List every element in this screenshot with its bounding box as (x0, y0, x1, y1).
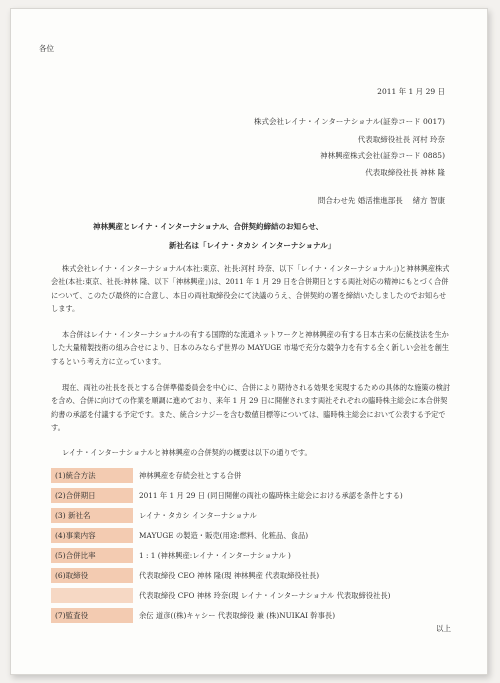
company-1: 株式会社レイナ・インターナショナル(証券コード 0017) (254, 117, 445, 126)
summary-value: 2011 年 1 月 29 日 (同日開催の両社の臨時株主総会における承認を条件とする) (139, 491, 403, 500)
summary-value: レイナ・タカシ インターナショナル (139, 511, 257, 520)
summary-label: (5)合併比率 (51, 548, 133, 563)
date: 2011 年 1 月 29 日 (377, 87, 445, 96)
document-page (10, 8, 488, 675)
summary-label: (1)統合方法 (51, 468, 133, 483)
summary-label: (3) 新社名 (51, 508, 133, 523)
representative-1: 代表取締役社長 河村 玲奈 (357, 135, 445, 144)
representative-2: 代表取締役社長 神林 隆 (365, 168, 445, 177)
summary-value: 代表取締役 CFO 神林 玲奈(現 レイナ・インターナショナル 代表取締役社長) (139, 591, 391, 600)
summary-value: MAYUGE の製造・販売(用途:燃料、化粧品、食品) (139, 531, 309, 540)
title-line-1: 神林興産とレイナ・インターナショナル、合併契約締結のお知らせ、 (93, 222, 324, 231)
summary-label: (7)監査役 (51, 608, 133, 623)
company-2: 神林興産株式会社(証券コード 0885) (320, 151, 445, 160)
paragraph-4: レイナ・インターナショナルと神林興産の合併契約の概要は以下の通りです。 (62, 448, 312, 457)
paragraph-3: 現在、両社の社長を長とする合併準備委員会を中心に、合併により期待される効果を実現するための具体的な施策の検討を含め、合併に向けての作業を順調に進めており、来年 1 月 29 日に開催されます両社それぞれの臨時株主総会に本合併契約書の承認を付議する予定です。また、統合シナジーを含む数値目標等については、臨時株主総会において公表する予定です。 (51, 383, 451, 433)
summary-label: (2)合併期日 (51, 488, 133, 503)
closing: 以上 (436, 624, 451, 633)
summary-value: 1 : 1 (神林興産:レイナ・インターナショナル ) (139, 551, 291, 560)
summary-value: 代表取締役 CEO 神林 隆(現 神林興産 代表取締役社長) (139, 571, 320, 580)
paragraph-2: 本合併はレイナ・インターナショナルの有する国際的な流通ネットワークと神林興産の有する日本古来の伝統技法を生かした大量精製技術の組み合せにより、日本のみならず世界の MAYUGE 市場で充分な競争力を有する全く新しい会社を創生するという考え方に立っています。 (51, 330, 449, 366)
title-line-2: 新社名は「レイナ・タカシ インターナショナル」 (169, 241, 336, 250)
summary-value: 余伝 道彦((株)キャシー 代表取締役 兼 (株)NUIKAI 幹事長) (139, 611, 336, 620)
paragraph-1: 株式会社レイナ・インターナショナル(本社:東京、社長:河村 玲奈、以下「レイナ・インターナショナル」)と神林興産株式会社(本社:東京、社長:神林 隆、以下「神林興産」)は、2011 年 1 月 29 日を合併期日とする両社対応の精神にもとづく合併について、このたび最終的に合意し、本日の両社取締役会にて決議のうえ、合併契約の署を締結いたしましたのでお知らせします。 (51, 264, 450, 314)
summary-value: 神林興産を存続会社とする合併 (139, 471, 242, 480)
contact: 問合わせ先 婚活推進部長 緒方 智康 (317, 196, 445, 205)
summary-label: (6)取締役 (51, 568, 133, 583)
summary-label: (4)事業内容 (51, 528, 133, 543)
summary-label-spacer (51, 588, 133, 603)
addressee: 各位 (39, 44, 54, 53)
